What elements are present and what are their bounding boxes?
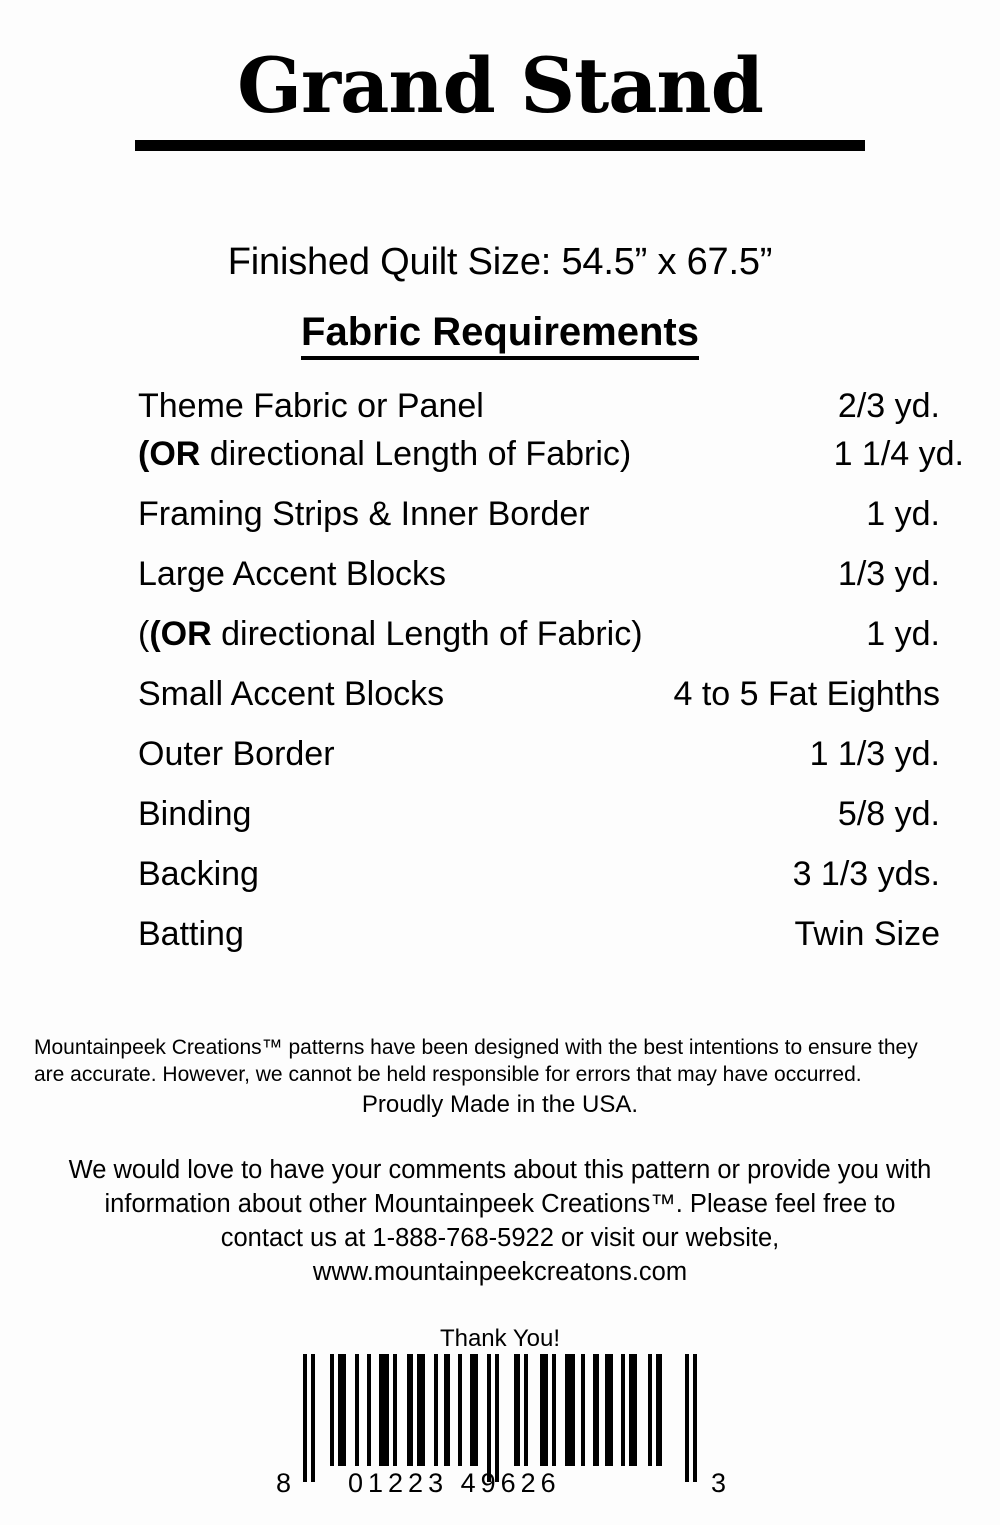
fabric-requirements-heading-text: Fabric Requirements: [301, 310, 699, 360]
requirement-label-bold: (OR: [138, 435, 201, 473]
thank-you-text: Thank You!: [439, 1325, 561, 1353]
requirement-value: 3 1/3 yds.: [792, 855, 940, 893]
made-in-usa: Proudly Made in the USA.: [361, 1090, 639, 1118]
requirement-label-bold: (OR: [149, 615, 212, 653]
contact-line-3: contact us at 1-888-768-5922 or visit our website,: [220, 1224, 780, 1253]
contact-line-2: information about other Mountainpeek Creations™. Please feel free to: [104, 1189, 896, 1218]
barcode-right-digit: 3: [710, 1468, 726, 1498]
requirement-value: 2/3 yd.: [837, 387, 940, 425]
fabric-requirements-heading: [0, 310, 1000, 355]
requirement-label-paren: (: [138, 615, 150, 653]
footer: [0, 1035, 1000, 1353]
barcode-image: [303, 1354, 697, 1466]
contact-block: [0, 1153, 1000, 1290]
disclaimer: [0, 1035, 1000, 1089]
requirement-label: Framing Strips & Inner Border: [138, 495, 590, 533]
list-item: [0, 435, 1000, 474]
requirement-label: [138, 435, 631, 474]
list-item: [0, 855, 1000, 894]
requirement-label: Batting: [138, 915, 244, 953]
requirement-value: 1 yd.: [866, 495, 940, 533]
requirement-label-rest: directional Length of Fabric): [200, 435, 632, 473]
list-item: [0, 387, 1000, 426]
barcode-left-digit: 8: [276, 1468, 292, 1498]
requirement-label: Large Accent Blocks: [138, 555, 447, 593]
list-item: [0, 495, 1000, 534]
list-item: [0, 555, 1000, 594]
website-url[interactable]: www.mountainpeekcreatons.com: [312, 1258, 688, 1287]
requirement-label-rest: directional Length of Fabric): [211, 615, 643, 653]
disclaimer-line-2: are accurate. However, we cannot be held responsible for errors that may have occurred.: [34, 1062, 862, 1086]
requirement-value: 1 1/3 yd.: [809, 735, 940, 773]
list-item: [0, 735, 1000, 774]
requirement-label: Backing: [138, 855, 259, 893]
requirement-value: 1 1/4 yd.: [833, 435, 964, 473]
requirement-value: 4 to 5 Fat Eighths: [673, 675, 940, 713]
list-item: [0, 615, 1000, 654]
page-title: Grand Stand: [237, 41, 763, 130]
requirement-label: Theme Fabric or Panel: [138, 387, 484, 425]
requirement-value: Twin Size: [794, 915, 940, 953]
barcode-main-digits: 01223 49626: [348, 1468, 561, 1498]
list-item: [0, 675, 1000, 714]
contact-line-1: We would love to have your comments about this pattern or provide you with: [68, 1155, 932, 1184]
barcode-digits: [276, 1468, 726, 1502]
requirement-label: Binding: [138, 795, 252, 833]
requirement-value: 1 yd.: [866, 615, 940, 653]
requirement-value: 5/8 yd.: [837, 795, 940, 833]
finished-quilt-size: Finished Quilt Size: 54.5” x 67.5”: [227, 241, 773, 283]
title-block: [0, 0, 1000, 151]
requirement-label: Small Accent Blocks: [138, 675, 445, 713]
requirement-label: Outer Border: [138, 735, 335, 773]
list-item: [0, 795, 1000, 834]
disclaimer-line-1: Mountainpeek Creations™ patterns have been designed with the best intentions to ensure they: [34, 1036, 918, 1059]
barcode-block: [0, 1345, 1000, 1502]
fabric-requirements-list: [0, 387, 1000, 954]
title-underline: [135, 140, 865, 151]
requirement-value: 1/3 yd.: [837, 555, 940, 593]
requirement-label: [138, 615, 643, 654]
list-item: [0, 915, 1000, 954]
